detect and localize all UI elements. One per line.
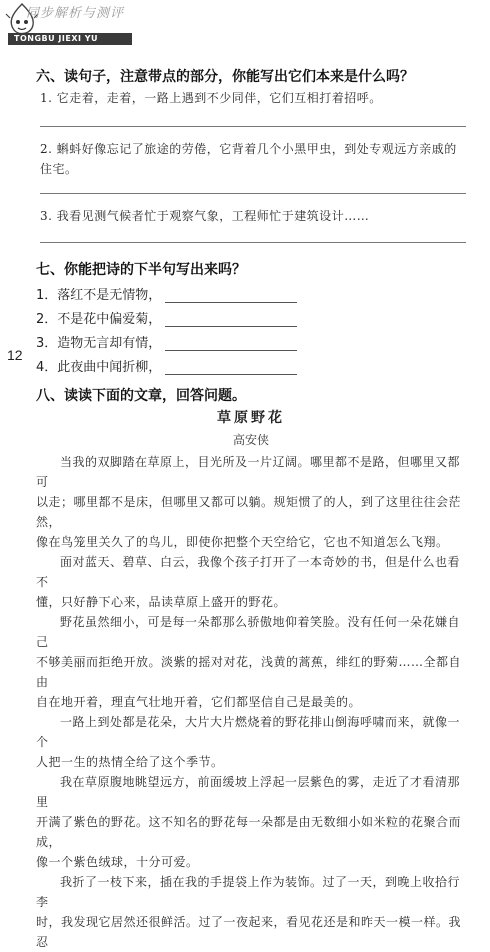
article-author: 高安侠 (232, 433, 269, 447)
page-number: 12 (7, 347, 23, 363)
s7-blank-2[interactable] (165, 314, 297, 327)
brand-script-title: 同步解析与测评 (26, 6, 125, 21)
article-line: 面对蓝天、碧草、白云，我像个孩子打开了一本奇妙的书，但是什么也看不 (36, 555, 461, 589)
article-title: 草原野花 (217, 410, 285, 426)
article-line: 我折了一枝下来，插在我的手提袋上作为装饰。过了一天，到晚上收拾行李 (36, 875, 461, 909)
s6-answer-line-1[interactable] (40, 126, 466, 127)
s6-item-2-cont: 住宅。 (40, 162, 78, 176)
s7-row-4 (36, 351, 466, 375)
section-7-title: 七、你能把诗的下半句写出来吗？ (36, 262, 246, 278)
s7-blank-1[interactable] (165, 290, 297, 303)
s6-item-3: 3. 我看见测气候者忙于观察气象，工程师忙于建筑设计…… (40, 209, 370, 223)
article-line: 像在鸟笼里关久了的鸟儿，即使你把整个天空给它，它也不知道怎么飞翔。 (36, 535, 449, 549)
s6-answer-line-3[interactable] (40, 242, 466, 243)
article-line: 我在草原腹地眺望远方，前面缓坡上浮起一层紫色的雾，走近了才看清那里 (36, 775, 461, 809)
article-line: 时，我发现它居然还很鲜活。过了一夜起来，看见花还是和昨天一模一样。我忍 (36, 915, 462, 949)
brand-bar: TONGBU JIEXI YU CEPING (8, 33, 132, 45)
article-line: 一路上到处都是花朵，大片大片燃烧着的野花排山倒海呼啸而来，就像一个 (36, 715, 461, 749)
article-line: 懂，只好静下心来，品读草原上盛开的野花。 (36, 595, 287, 609)
s6-item-2: 2. 蝌蚪好像忘记了旅途的劳倦，它背着几个小黑甲虫，到处专观远方亲戚的 (40, 142, 457, 156)
s7-blank-3[interactable] (165, 338, 297, 351)
s7-line-2: 2．不是花中偏爱菊， (36, 312, 162, 327)
s7-row-3 (36, 327, 466, 351)
s7-row-1 (36, 279, 466, 303)
article-line: 开满了紫色的野花。这不知名的野花每一朵都是由无数细小如米粒的花聚合而成， (36, 815, 462, 849)
page-header (0, 0, 490, 62)
s6-item-1: 1. 它走着，走着，一路上遇到不少同伴，它们互相打着招呼。 (40, 91, 382, 105)
article-line: 野花虽然细小，可是每一朵都那么骄傲地仰着笑脸。没有任何一朵花嫌自己 (36, 615, 461, 649)
s7-line-3: 3．造物无言却有情， (36, 336, 162, 351)
article-line: 以走；哪里都不是床，但哪里又都可以躺。规矩惯了的人，到了这里往往会茫然， (36, 495, 462, 529)
article-line: 像一个紫色绒球，十分可爱。 (36, 855, 199, 869)
article-line: 人把一生的热情全给了这个季节。 (36, 755, 224, 769)
article-line: 不够美丽而拒绝开放。淡紫的摇对对花，浅黄的蒿蕉，绯红的野菊……全都自由 (36, 655, 462, 689)
s7-line-1: 1．落红不是无情物， (36, 288, 162, 303)
section-6-title: 六、读句子，注意带点的部分，你能写出它们本来是什么吗？ (36, 69, 414, 85)
s7-row-2 (36, 303, 466, 327)
section-8-title: 八、读读下面的文章，回答问题。 (36, 388, 246, 404)
s6-answer-line-2[interactable] (40, 193, 466, 194)
article-line: 自在地开着，理直气壮地开着，它们都坚信自己是最美的。 (36, 695, 362, 709)
article-line: 当我的双脚踏在草原上，目光所及一片辽阔。哪里都不是路，但哪里又都可 (36, 455, 461, 489)
page-content (36, 66, 466, 952)
s7-blank-4[interactable] (165, 362, 297, 375)
s7-line-4: 4．此夜曲中闻折柳， (36, 360, 162, 375)
